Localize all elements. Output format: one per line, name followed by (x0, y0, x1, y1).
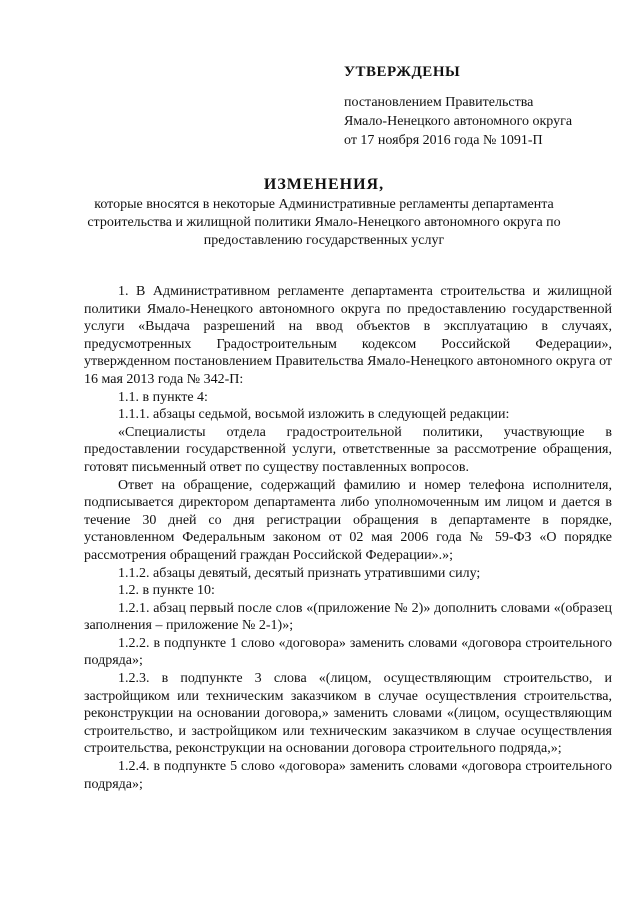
document-heading (84, 176, 564, 250)
paragraph-1-1: 1.1. в пункте 4: (118, 389, 208, 405)
document-body (84, 283, 612, 793)
paragraph-1-1-2: 1.1.2. абзацы девятый, десятый признать утратившими силу; (118, 565, 481, 581)
approval-stamp (344, 64, 624, 150)
paragraph-1-1-1: 1.1.1. абзацы седьмой, восьмой изложить в следующей редакции: (118, 407, 510, 423)
paragraph-quote-1: «Специалисты отдела градостроительной политики, участвующие в предоставлении государственной услуги, ответственные за рассмотрение обращения, готовят письменный ответ по существу поставленных вопросов. (84, 424, 612, 475)
paragraph-1-2-3: 1.2.3. в подпункте 3 слова «(лицом, осуществляющим строительство, и застройщиком или техническим заказчиком в случае осуществления строительства, реконструкции на основании договора,» заменить словами «(лицом, осуществляющим строительство, и застройщиком или техническим заказчиком в случае осуществления строительства, реконструкции на основании договора строительного подряда,»; (84, 671, 612, 757)
paragraph-1-2: 1.2. в пункте 10: (118, 583, 215, 599)
approval-line-2: Ямало-Ненецкого автономного округа (344, 114, 573, 129)
paragraph-1-2-4: 1.2.4. в подпункте 5 слово «договора» заменить словами «договора строительного подряда»; (84, 759, 612, 792)
approval-line-1: постановлением Правительства (344, 95, 534, 110)
approval-line-3: от 17 ноября 2016 года № 1091-П (344, 133, 543, 148)
approval-title: УТВЕРЖДЕНЫ (344, 64, 461, 80)
heading-title: ИЗМЕНЕНИЯ, (263, 176, 385, 193)
paragraph-quote-2: Ответ на обращение, содержащий фамилию и номер телефона исполнителя, подписывается директором департамента либо уполномоченным им лицом и дается в течение 30 дней со дня регистрации обращения в департаменте в порядке, установленном Федеральным законом от 02 мая 2006 года № 59-ФЗ «О порядке рассмотрения обращений граждан Российской Федерации».»; (84, 477, 612, 563)
paragraph-1: 1. В Административном регламенте департамента строительства и жилищной политики Ямало-Ненецкого автономного округа по предоставлению государственной услуги «Выдача разрешений на ввод объектов в эксплуатацию в случаях, предусмотренных Градостроительным кодексом Российской Федерации», утвержденном постановлением Правительства Ямало-Ненецкого автономного округа от 16 мая 2013 года № 342-П: (84, 284, 612, 387)
heading-subtitle: которые вносятся в некоторые Административные регламенты департамента строительства и жилищной политики Ямало-Ненецкого автономного округа по предоставлению государственных услуг (87, 197, 561, 248)
paragraph-1-2-2: 1.2.2. в подпункте 1 слово «договора» заменить словами «договора строительного подряда»; (84, 635, 612, 669)
paragraph-1-2-1: 1.2.1. абзац первый после слов «(приложение № 2)» дополнить словами «(образец заполнения – приложение № 2-1)»; (84, 600, 612, 634)
